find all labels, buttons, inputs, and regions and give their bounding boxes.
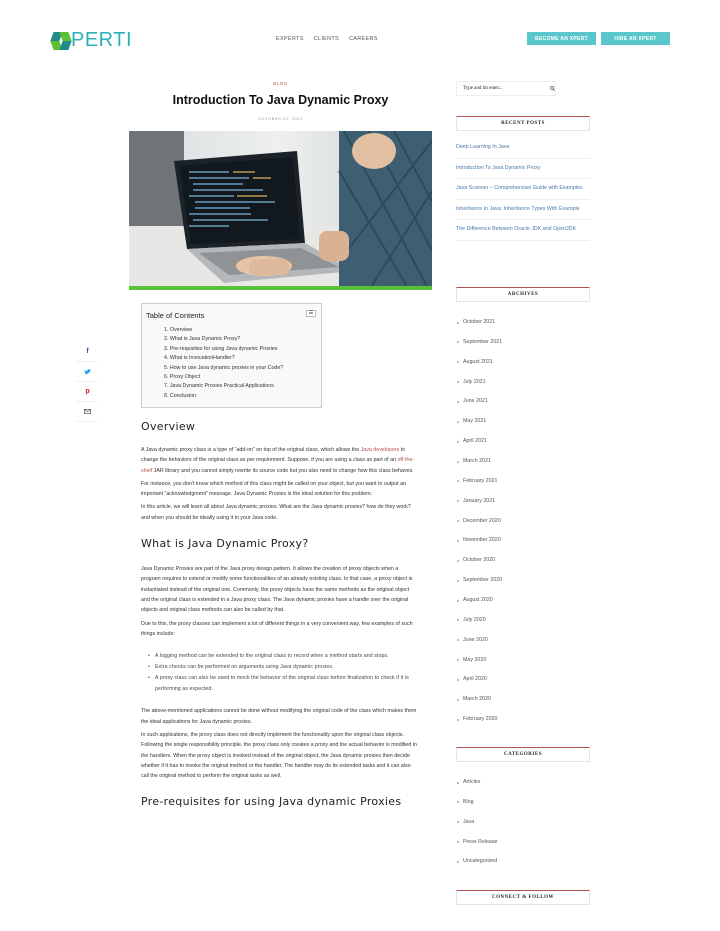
nav-experts[interactable]: EXPERTS [276, 36, 304, 42]
toc-item[interactable]: 7. Java Dynamic Proxies Practical Applications [164, 383, 274, 390]
paragraph: Java Dynamic Proxies are part of the Java proxy design pattern. It allows the creation of proxy objects when a program requires to extend or modify some functionalities of an already existing class. In that case, a proxy object is instantiated instead of the original one. Commonly, the proxy objects have the same methods as the original object and the original class is extended in a Java proxy class. The Java dynamic proxies have a handle over the original objects and original class methods can also be called by that. [141, 566, 413, 614]
archive-link[interactable]: September 2021 [456, 337, 590, 357]
archive-link[interactable]: August 2020 [456, 595, 590, 615]
toc-item[interactable]: 4. What is InvocationHandler? [164, 355, 235, 362]
paragraph: In this article, we will learn all about Java dynamic proxies. What are the Java dynamic proxies? how do they work? and when you should be ideally using it in your Java code. [141, 504, 411, 521]
toc-item[interactable]: 6. Proxy Object [164, 374, 201, 381]
post-title: Introduction To Java Dynamic Proxy [172, 93, 389, 107]
examples-list [141, 651, 419, 694]
toc-toggle-icon[interactable]: ☰ [306, 310, 316, 317]
paragraph: For instance, you don’t know which method of this class might be called on your object, but you want to output an important “acknowledgment” message. Java Dynamic Proxies is the ideal solution for this problem. [141, 480, 406, 498]
archive-link[interactable]: April 2020 [456, 674, 590, 694]
become-xpert-button[interactable]: BECOME AN XPERT [527, 32, 596, 45]
category-link[interactable]: Uncategorized [456, 856, 590, 876]
toc-title: Table of Contents [146, 311, 205, 320]
off-the-shelf-link[interactable]: off-the-shelf [141, 457, 415, 474]
twitter-icon[interactable] [77, 362, 98, 382]
x-logo-icon [52, 32, 70, 50]
archive-link[interactable]: April 2021 [456, 436, 590, 456]
archive-link[interactable]: June 2021 [456, 396, 590, 416]
archive-link[interactable]: December 2020 [456, 516, 590, 536]
archive-link[interactable]: March 2021 [456, 456, 590, 476]
main-nav [276, 36, 378, 42]
toc-item[interactable]: 2. What is Java Dynamic Proxy? [164, 336, 241, 343]
nav-clients[interactable]: CLIENTS [313, 36, 340, 42]
connect-title: CONNECT & FOLLOW [456, 890, 590, 905]
archive-link[interactable]: June 2020 [456, 635, 590, 655]
logo-text: PERTI [71, 29, 133, 51]
toc-item[interactable]: 1. Overview [164, 327, 192, 333]
toc-item[interactable]: 8. Conclusion [164, 392, 197, 399]
featured-image [129, 131, 432, 290]
search-icon[interactable] [550, 86, 555, 91]
archive-link[interactable]: August 2021 [456, 357, 590, 377]
email-icon[interactable] [77, 402, 98, 422]
categories-widget [456, 747, 590, 876]
recent-posts-widget [456, 116, 590, 241]
archive-link[interactable]: July 2020 [456, 615, 590, 635]
heading-overview: Overview [141, 420, 196, 433]
search-input[interactable]: Type and hit enter... [456, 81, 556, 96]
category-link[interactable]: Press Release [456, 837, 590, 857]
java-developers-link[interactable]: Java developers [360, 447, 400, 453]
archive-link[interactable]: January 2021 [456, 496, 590, 516]
pinterest-icon[interactable]: p [77, 382, 98, 402]
archives-title: ARCHIVES [456, 287, 590, 302]
archive-link[interactable]: September 2020 [456, 575, 590, 595]
recent-posts-title: RECENT POSTS [456, 116, 590, 131]
recent-post-link[interactable]: Inheritance In Java: Inheritance Types With Example [456, 200, 590, 221]
category-link[interactable]: Blog [456, 797, 590, 817]
recent-post-link[interactable]: Deep Learning In Java [456, 138, 590, 159]
archive-link[interactable]: May 2021 [456, 416, 590, 436]
facebook-icon[interactable]: f [77, 342, 98, 362]
xperti-logo[interactable] [52, 29, 132, 52]
archive-link[interactable]: July 2021 [456, 377, 590, 397]
paragraph: Due to this, the proxy classes can implement a lot of different things in a very convenient way, few examples of such things include: [141, 620, 413, 637]
paragraph: In such applications, the proxy class does not directly implement the functionality upon the original class objects. Following the single responsibility principle, the proxy class only creates a proxy and the actual behavior is modified in the handlers. When the proxy object is invoked instead of the original object, the Java dynamic proxies then decide whether if it has to invoke the original method or the handler. The handler may do its extended tasks and it can also call the original method to perform the original tasks as well. [141, 731, 417, 780]
hire-xpert-button[interactable]: HIRE AN XPERT [601, 32, 670, 45]
categories-title: CATEGORIES [456, 747, 590, 762]
toc-item[interactable]: 5. How to use Java dynamic proxies in your Code? [164, 364, 284, 371]
table-of-contents [141, 303, 322, 408]
toc-item[interactable]: 3. Pre-requisites for using Java dynamic Proxies [164, 345, 278, 352]
archives-widget [456, 287, 590, 734]
archive-link[interactable]: February 2021 [456, 476, 590, 496]
heading-what-is-proxy: What is Java Dynamic Proxy? [141, 537, 309, 551]
paragraph: A Java dynamic proxy class is a type of “add-on” on top of the original class, which allows the Java developers to change the behaviors of the original class as per requirement. Suppose, if you are using a class as part of an off-the-shelf JAR library and you cannot simply rewrite its source code but you also need to change how this class behaves. [141, 447, 415, 474]
recent-post-link[interactable]: Java Scanner – Comprehensive Guide with Examples [456, 179, 590, 200]
list-item: • A logging method can be extended to the original class to record when a method starts and stops. [149, 651, 419, 662]
category-link[interactable]: Articles [456, 777, 590, 797]
connect-widget [456, 890, 590, 905]
category-link[interactable]: Java [456, 817, 590, 837]
list-item: • Extra checks can be performed on arguments using Java dynamic proxies. [149, 662, 419, 673]
archive-link[interactable]: February 2020 [456, 714, 590, 734]
archive-link[interactable]: October 2021 [456, 317, 590, 337]
archive-link[interactable]: March 2020 [456, 694, 590, 714]
site-header [0, 0, 720, 78]
recent-post-link[interactable]: Introduction To Java Dynamic Proxy [456, 159, 590, 180]
share-bar [77, 342, 98, 422]
post-content [141, 420, 419, 808]
paragraph: The above-mentioned applications cannot be done without modifying the original code of the class which makes them the ideal applications for Java dynamic proxies. [141, 708, 417, 725]
recent-post-link[interactable]: The Difference Between Oracle JDK and OpenJDK [456, 220, 590, 241]
post-category[interactable]: BLOG [273, 81, 288, 86]
heading-prerequisites: Pre-requisites for using Java dynamic Proxies [141, 795, 402, 809]
nav-careers[interactable]: CAREERS [349, 36, 378, 42]
archive-link[interactable]: November 2020 [456, 535, 590, 555]
archive-link[interactable]: May 2020 [456, 655, 590, 675]
list-item: • A proxy class can also be used to mock the behavior of the original class before finalization to check if it is performing as expected. [149, 673, 419, 695]
archive-link[interactable]: October 2020 [456, 555, 590, 575]
post-date: OCTOBER 21, 2021 [258, 116, 303, 121]
